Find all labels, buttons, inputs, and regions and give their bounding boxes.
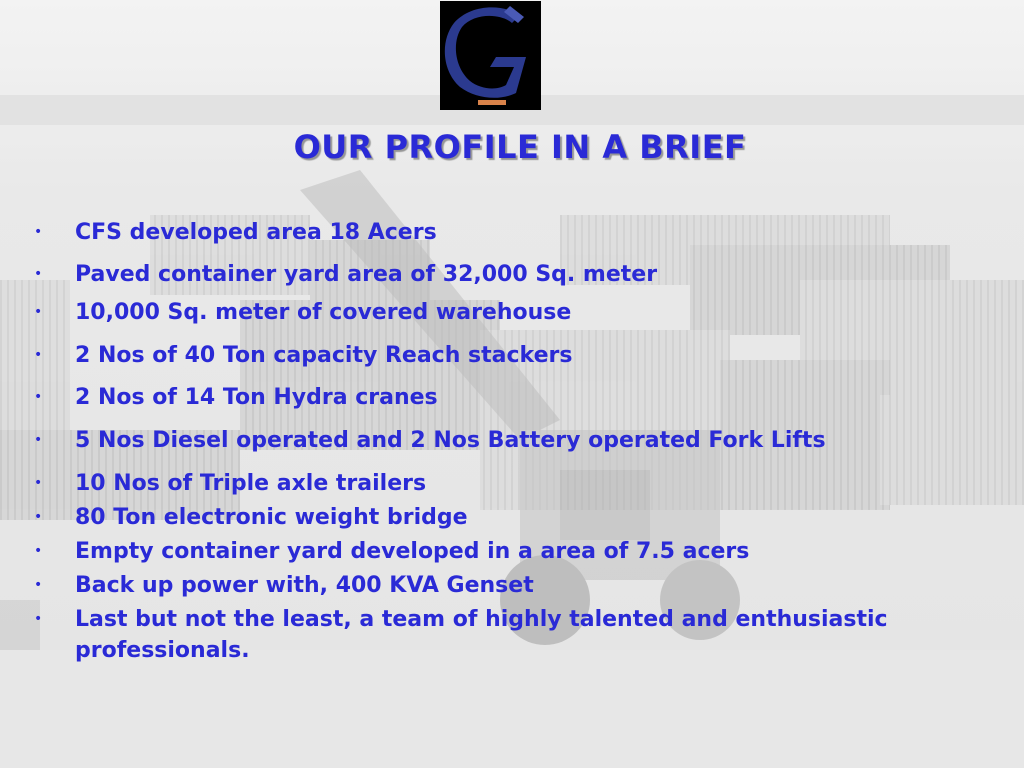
bullet-icon: • — [34, 432, 43, 448]
list-item-text: Empty container yard developed in a area of 7.5 acers — [75, 539, 750, 564]
bullet-icon: • — [34, 611, 43, 627]
list-item-text: 10 Nos of Triple axle trailers — [75, 471, 427, 496]
company-logo-icon — [440, 1, 541, 110]
list-item-text: Last but not the least, a team of highly talented and enthusiastic professionals. — [75, 607, 888, 663]
list-item — [0, 468, 1010, 499]
bullet-icon: • — [34, 509, 43, 525]
bullet-icon: • — [34, 389, 43, 405]
list-item — [0, 536, 1010, 567]
list-item-text: 2 Nos of 40 Ton capacity Reach stackers — [75, 343, 573, 368]
list-item — [0, 382, 1010, 413]
list-item — [0, 259, 1010, 290]
list-item — [0, 297, 1010, 328]
list-item — [0, 570, 1010, 601]
slide-title: OUR PROFILE IN A BRIEF — [293, 128, 747, 166]
bullet-icon: • — [34, 266, 43, 282]
bullet-icon: • — [34, 304, 43, 320]
list-item — [0, 217, 1010, 248]
list-item — [0, 340, 1010, 371]
bullet-icon: • — [34, 347, 43, 363]
list-item — [0, 604, 1010, 666]
list-item-text: CFS developed area 18 Acers — [75, 220, 437, 245]
bullet-icon: • — [34, 543, 43, 559]
bullet-icon: • — [34, 475, 43, 491]
list-item-text: Back up power with, 400 KVA Genset — [75, 573, 534, 598]
list-item — [0, 425, 1010, 456]
bullet-icon: • — [34, 577, 43, 593]
list-item-text: 2 Nos of 14 Ton Hydra cranes — [75, 385, 438, 410]
list-item-text: 10,000 Sq. meter of covered warehouse — [75, 300, 572, 325]
bullet-icon: • — [34, 224, 43, 240]
list-item-text: Paved container yard area of 32,000 Sq. meter — [75, 262, 658, 287]
list-item — [0, 502, 1010, 533]
list-item-text: 5 Nos Diesel operated and 2 Nos Battery operated Fork Lifts — [75, 428, 826, 453]
list-item-text: 80 Ton electronic weight bridge — [75, 505, 468, 530]
